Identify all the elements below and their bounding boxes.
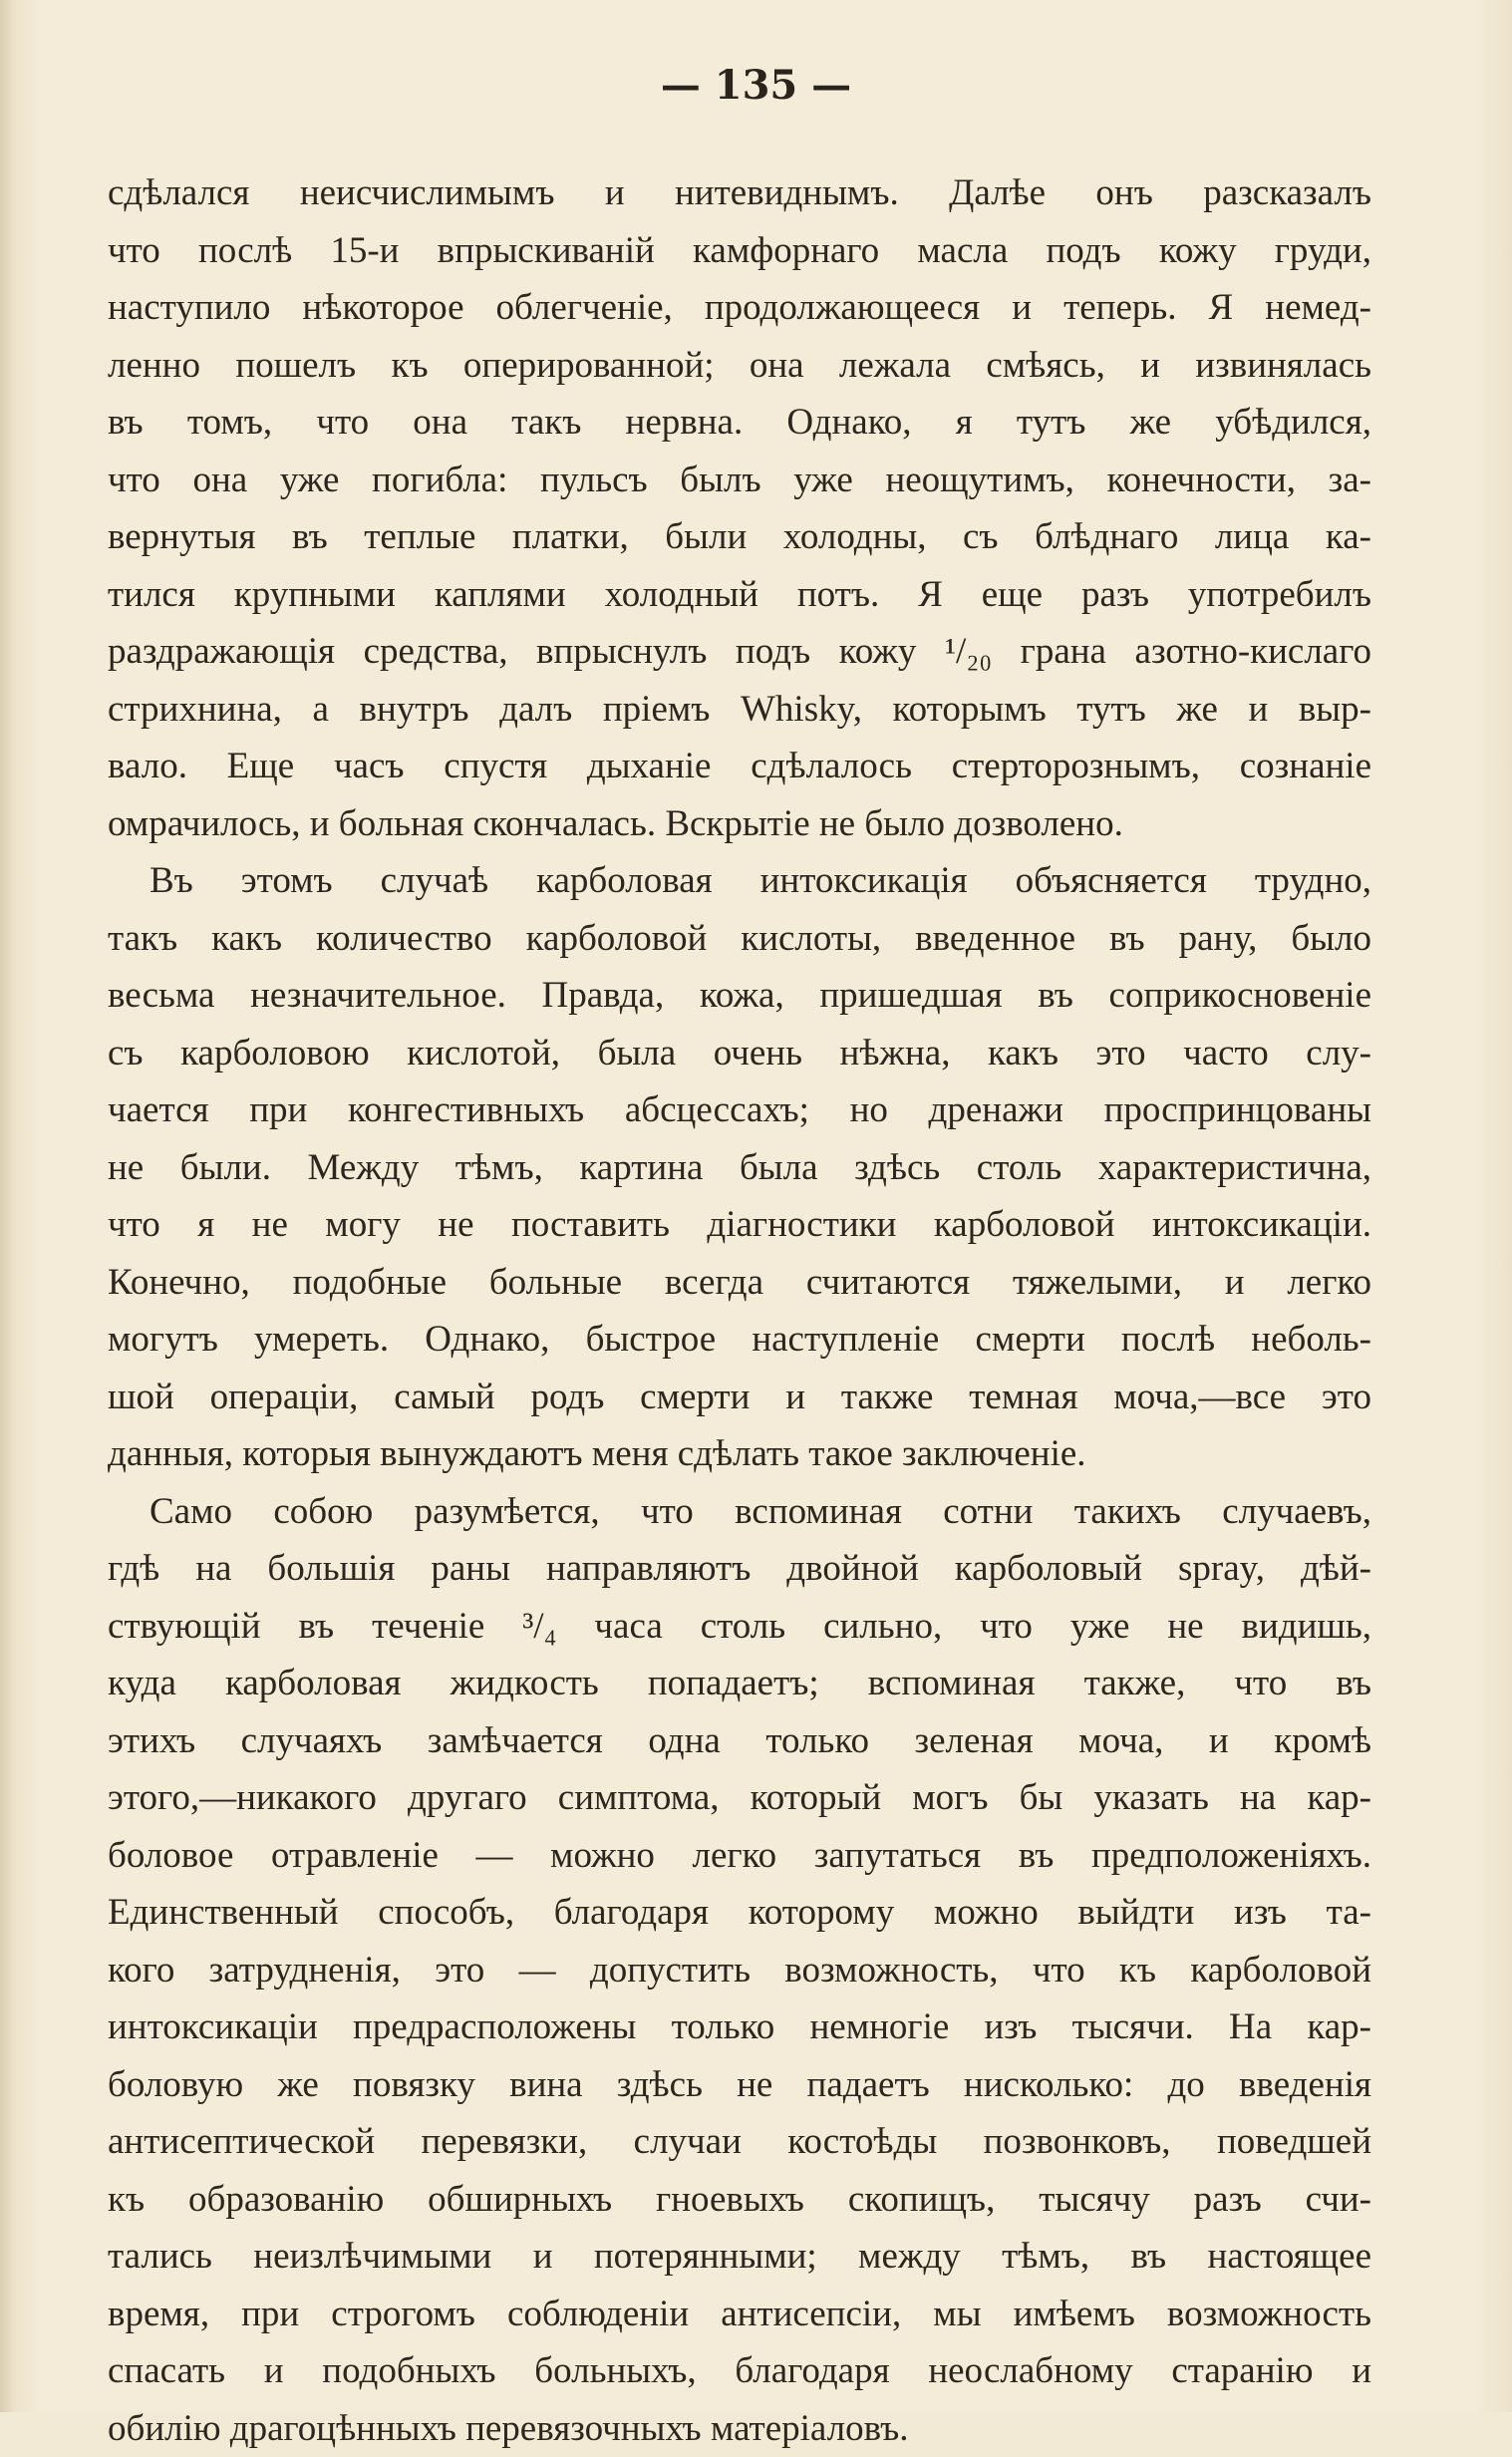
text-line: наступило нѣкоторое облегченіе, продолжающееся и теперь. Я немед- — [108, 279, 1371, 337]
text-line: данныя, которыя вынуждаютъ меня сдѣлать такое заключеніе. — [108, 1425, 1371, 1483]
text-line: весьма незначительное. Правда, кожа, пришедшая въ соприкосновеніе — [108, 967, 1371, 1025]
text-line: сдѣлался неисчислимымъ и нитевиднымъ. Далѣе онъ разсказалъ — [108, 164, 1371, 222]
text-line: омрачилось, и больная скончалась. Вскрытіе не было дозволено. — [108, 795, 1371, 853]
text-line: ленно пошелъ къ оперированной; она лежала смѣясь, и извинялась — [108, 337, 1371, 395]
text-line: интоксикаціи предрасположены только немногіе изъ тысячи. На кар- — [108, 1998, 1371, 2056]
text-line: гдѣ на большія раны направляютъ двойной карболовый spray, дѣй- — [108, 1540, 1371, 1598]
text-line: боловую же повязку вина здѣсь не падаетъ нисколько: до введенія — [108, 2056, 1371, 2114]
text-line: могутъ умереть. Однако, быстрое наступленіе смерти послѣ неболь- — [108, 1311, 1371, 1369]
text-line: къ образованію обширныхъ гноевыхъ скопищъ, тысячу разъ счи- — [108, 2171, 1371, 2229]
page-number-header: — 135 — — [0, 62, 1512, 109]
text-line: ствующій въ теченіе ³/₄ часа столь сильно, что уже не видишь, — [108, 1598, 1371, 1656]
text-line: куда карболовая жидкость попадаетъ; вспоминая также, что въ — [108, 1655, 1371, 1712]
text-line: обилію драгоцѣнныхъ перевязочныхъ матеріаловъ. — [108, 2400, 1371, 2457]
text-line: Въ этомъ случаѣ карболовая интоксикація объясняется трудно, — [108, 852, 1371, 910]
text-line: Само собою разумѣется, что вспоминая сотни такихъ случаевъ, — [108, 1483, 1371, 1541]
text-line: кого затрудненія, это — допустить возможность, что къ карболовой — [108, 1942, 1371, 1999]
text-line: вало. Еще часъ спустя дыханіе сдѣлалось стерторознымъ, сознаніе — [108, 738, 1371, 795]
text-line: что она уже погибла: пульсъ былъ уже неощутимъ, конечности, за- — [108, 452, 1371, 509]
text-line: тился крупными каплями холодный потъ. Я еще разъ употребилъ — [108, 566, 1371, 624]
text-line: не были. Между тѣмъ, картина была здѣсь столь характеристична, — [108, 1139, 1371, 1197]
text-line: время, при строгомъ соблюденіи антисепсіи, мы имѣемъ возможность — [108, 2286, 1371, 2343]
text-line: съ карболовою кислотой, была очень нѣжна, какъ это часто слу- — [108, 1025, 1371, 1082]
text-line: раздражающія средства, впрыснулъ подъ кожу ¹/₂₀ грана азотно-кислаго — [108, 623, 1371, 681]
text-line: стрихнина, а внутръ далъ пріемъ Whisky, которымъ тутъ же и выр- — [108, 681, 1371, 739]
text-line: тались неизлѣчимыми и потерянными; между тѣмъ, въ настоящее — [108, 2228, 1371, 2286]
text-line: что послѣ 15-и впрыскиваній камфорнаго масла подъ кожу груди, — [108, 222, 1371, 280]
text-line: чается при конгестивныхъ абсцессахъ; но дренажи проспринцованы — [108, 1081, 1371, 1139]
text-line: шой операціи, самый родъ смерти и также темная моча,—все это — [108, 1369, 1371, 1426]
text-line: Единственный способъ, благодаря которому можно выйдти изъ та- — [108, 1884, 1371, 1942]
text-line: Конечно, подобные больные всегда считаются тяжелыми, и легко — [108, 1254, 1371, 1312]
text-line: такъ какъ количество карболовой кислоты, введенное въ рану, было — [108, 910, 1371, 968]
text-line: антисептической перевязки, случаи костоѣды позвонковъ, поведшей — [108, 2113, 1371, 2171]
text-line: въ томъ, что она такъ нервна. Однако, я тутъ же убѣдился, — [108, 394, 1371, 452]
text-line: этого,—никакого другаго симптома, который могъ бы указать на кар- — [108, 1769, 1371, 1827]
text-line: что я не могу не поставить діагностики карболовой интоксикаціи. — [108, 1196, 1371, 1254]
text-line: вернутыя въ теплые платки, были холодны, съ блѣднаго лица ка- — [108, 508, 1371, 566]
text-line: боловое отравленіе — можно легко запутаться въ предположеніяхъ. — [108, 1827, 1371, 1885]
text-line: спасать и подобныхъ больныхъ, благодаря неослабному старанію и — [108, 2342, 1371, 2400]
body-text — [108, 164, 1371, 2457]
text-line: этихъ случаяхъ замѣчается одна только зеленая моча, и кромѣ — [108, 1712, 1371, 1770]
